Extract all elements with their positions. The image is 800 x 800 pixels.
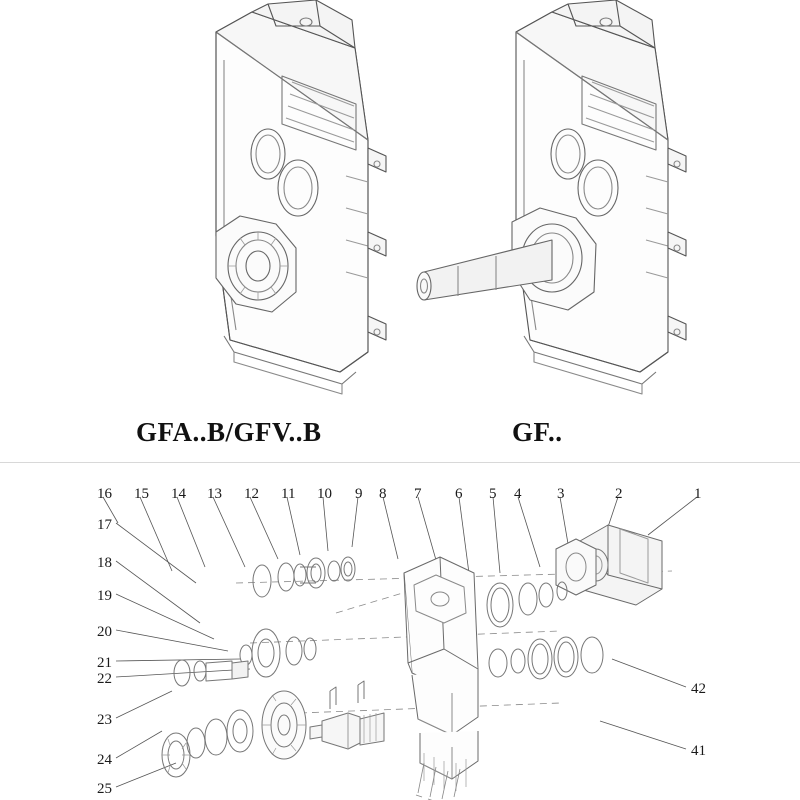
callout-19: 19 bbox=[97, 588, 112, 604]
callout-3: 3 bbox=[557, 486, 565, 502]
callout-18: 18 bbox=[97, 555, 112, 571]
callout-9: 9 bbox=[355, 486, 363, 502]
callout-11: 11 bbox=[281, 486, 296, 502]
left-gearbox-caption: GFA..B/GFV..B bbox=[136, 417, 322, 447]
callout-22: 22 bbox=[97, 671, 112, 687]
exploded-parts-diagram bbox=[0, 463, 800, 800]
callout-42: 42 bbox=[691, 681, 706, 697]
callout-2: 2 bbox=[615, 486, 623, 502]
callout-15: 15 bbox=[134, 486, 149, 502]
callout-4: 4 bbox=[514, 486, 522, 502]
callout-1: 1 bbox=[694, 486, 702, 502]
callout-21: 21 bbox=[97, 655, 112, 671]
callout-24: 24 bbox=[97, 752, 112, 768]
callout-25: 25 bbox=[97, 781, 112, 797]
callout-17: 17 bbox=[97, 517, 112, 533]
callout-5: 5 bbox=[489, 486, 497, 502]
callout-23: 23 bbox=[97, 712, 112, 728]
right-gearbox-caption: GF.. bbox=[512, 417, 563, 447]
callout-41: 41 bbox=[691, 743, 706, 759]
callout-20: 20 bbox=[97, 624, 112, 640]
left-gearbox-drawing bbox=[100, 0, 400, 400]
callout-7: 7 bbox=[414, 486, 422, 502]
callout-12: 12 bbox=[244, 486, 259, 502]
callout-13: 13 bbox=[207, 486, 222, 502]
right-gearbox-drawing bbox=[400, 0, 720, 400]
callout-16: 16 bbox=[97, 486, 112, 502]
callout-10: 10 bbox=[317, 486, 332, 502]
callout-14: 14 bbox=[171, 486, 186, 502]
callout-8: 8 bbox=[379, 486, 387, 502]
callout-6: 6 bbox=[455, 486, 463, 502]
